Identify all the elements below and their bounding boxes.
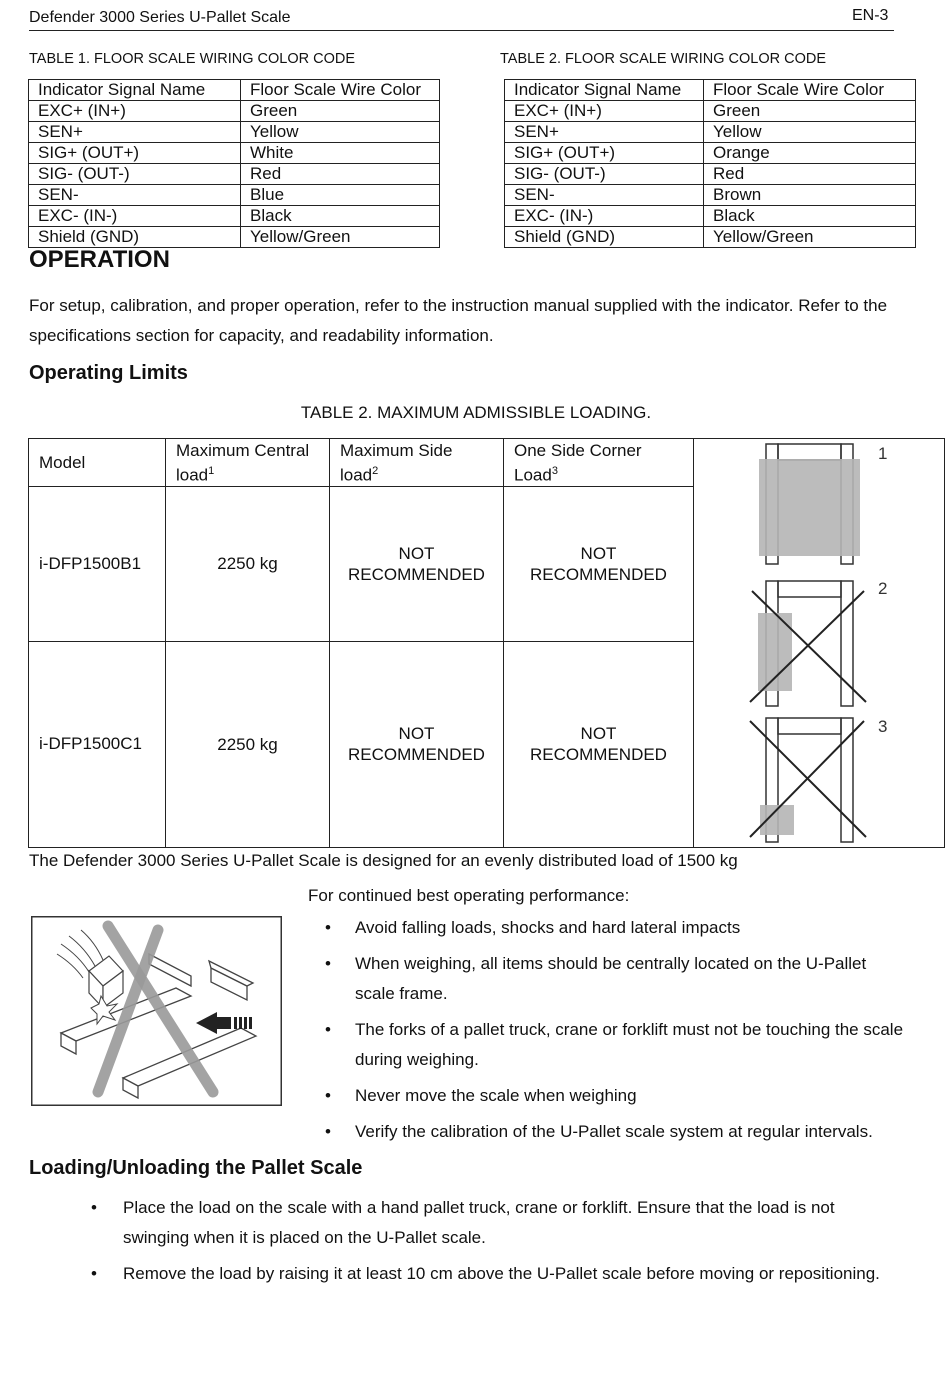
model-cell: i-DFP1500B1 <box>29 486 166 641</box>
table-row <box>505 122 916 143</box>
cell-text: NOT <box>398 724 435 744</box>
color-cell: Yellow/Green <box>241 227 440 248</box>
table-row <box>505 101 916 122</box>
list-item <box>308 913 948 943</box>
signal-cell: Shield (GND) <box>29 227 241 248</box>
corner-load-cell <box>504 641 694 847</box>
table-row <box>505 227 916 248</box>
footnote-mark: 3 <box>551 465 558 478</box>
header-text: Load <box>514 465 552 485</box>
distributed-load-note: The Defender 3000 Series U-Pallet Scale is designed for an evenly distributed load of 1500 kg <box>29 851 738 870</box>
cell-text: RECOMMENDED <box>348 745 485 765</box>
table-header-row <box>505 80 916 101</box>
bullet-mark: • <box>91 1198 97 1217</box>
footnote-mark: 2 <box>372 465 379 478</box>
column-header-central <box>166 439 330 487</box>
cell-text: RECOMMENDED <box>530 745 667 765</box>
table2-caption: TABLE 2. FLOOR SCALE WIRING COLOR CODE <box>500 51 827 67</box>
performance-intro: For continued best operating performance: <box>308 886 630 905</box>
signal-cell: Shield (GND) <box>505 227 704 248</box>
operation-intro-line-2: specifications section for capacity, and readability information. <box>29 326 494 345</box>
list-item <box>308 1015 948 1075</box>
list-item <box>308 949 948 1009</box>
bullet-text: Place the load on the scale with a hand pallet truck, crane or forklift. Ensure that the load is not <box>123 1198 835 1217</box>
signal-cell: SEN- <box>505 185 704 206</box>
bullet-mark: • <box>325 1086 331 1105</box>
diagram-side-load-crossed <box>750 579 887 706</box>
color-cell: Blue <box>241 185 440 206</box>
column-header-model: Model <box>29 439 166 487</box>
bullet-text: When weighing, all items should be centrally located on the U-Pallet <box>355 954 867 973</box>
list-item <box>28 1193 938 1253</box>
bullet-text: swinging when it is placed on the U-Pallet scale. <box>123 1228 486 1247</box>
bullet-mark: • <box>325 918 331 937</box>
side-load-cell <box>330 486 504 641</box>
diagram-label: 1 <box>878 444 888 463</box>
table-row <box>505 143 916 164</box>
bullet-mark: • <box>91 1264 97 1283</box>
model-cell: i-DFP1500C1 <box>29 641 166 847</box>
side-load-cell <box>330 641 504 847</box>
color-cell: Orange <box>704 143 916 164</box>
color-cell: Black <box>704 206 916 227</box>
performance-bullet-list <box>308 913 948 1147</box>
loading-table-caption: TABLE 2. MAXIMUM ADMISSIBLE LOADING. <box>300 403 652 422</box>
bullet-text: Avoid falling loads, shocks and hard lateral impacts <box>355 918 741 937</box>
color-cell: Red <box>704 164 916 185</box>
central-load-cell: 2250 kg <box>166 641 330 847</box>
table-row <box>29 101 440 122</box>
column-header: Indicator Signal Name <box>29 80 241 101</box>
color-cell: Yellow/Green <box>704 227 916 248</box>
bullet-text: Remove the load by raising it at least 10 cm above the U-Pallet scale before moving or repositioning. <box>123 1264 880 1283</box>
wiring-table-2 <box>504 79 916 248</box>
table-row <box>29 206 440 227</box>
table-row <box>29 227 440 248</box>
bullet-mark: • <box>325 1122 331 1141</box>
table-header-row <box>29 439 945 487</box>
list-item <box>308 1117 948 1147</box>
color-cell: Green <box>704 101 916 122</box>
table1-caption: TABLE 1. FLOOR SCALE WIRING COLOR CODE <box>29 51 356 67</box>
bullet-text: Never move the scale when weighing <box>355 1086 637 1105</box>
bullet-mark: • <box>325 954 331 973</box>
header-text: Maximum Side <box>340 441 453 461</box>
diagram-corner-load-crossed <box>750 717 887 842</box>
document-title: Defender 3000 Series U-Pallet Scale <box>29 9 291 26</box>
signal-cell: EXC+ (IN+) <box>29 101 241 122</box>
column-header: Indicator Signal Name <box>505 80 704 101</box>
color-cell: Brown <box>704 185 916 206</box>
header-text: load <box>176 465 209 485</box>
column-header-side <box>330 439 504 487</box>
header-text: One Side Corner <box>514 441 642 461</box>
cell-text: RECOMMENDED <box>530 564 667 584</box>
table-row <box>29 143 440 164</box>
load-position-diagram-cell <box>694 439 945 848</box>
cell-text: RECOMMENDED <box>348 564 485 584</box>
operation-intro-line-1: For setup, calibration, and proper operation, refer to the instruction manual supplied with the indicator. Refer to the <box>29 296 888 315</box>
table-header-row <box>29 80 440 101</box>
list-item <box>308 1081 948 1111</box>
operating-limits-heading: Operating Limits <box>29 362 188 384</box>
color-cell: White <box>241 143 440 164</box>
cell-text: NOT <box>580 724 617 744</box>
signal-cell: SIG+ (OUT+) <box>505 143 704 164</box>
header-text: Maximum Central <box>176 441 310 461</box>
diagram-label: 3 <box>878 717 888 736</box>
signal-cell: SIG- (OUT-) <box>29 164 241 185</box>
signal-cell: SEN+ <box>29 122 241 143</box>
diagram-label: 2 <box>878 579 888 598</box>
table-row <box>29 164 440 185</box>
operation-heading: OPERATION <box>29 246 170 273</box>
table-row <box>505 206 916 227</box>
column-header-corner <box>504 439 694 487</box>
table-row <box>505 185 916 206</box>
page-number: EN-3 <box>852 7 889 24</box>
signal-cell: SEN+ <box>505 122 704 143</box>
list-item <box>28 1259 938 1289</box>
signal-cell: EXC+ (IN+) <box>505 101 704 122</box>
central-load-cell: 2250 kg <box>166 486 330 641</box>
table-row <box>29 185 440 206</box>
diagram-centered-load <box>759 444 887 564</box>
cell-text: NOT <box>398 543 435 563</box>
header-text: load <box>340 465 373 485</box>
column-header: Floor Scale Wire Color <box>241 80 440 101</box>
bullet-mark: • <box>325 1020 331 1039</box>
corner-load-cell <box>504 486 694 641</box>
max-loading-table <box>28 438 945 848</box>
loading-heading: Loading/Unloading the Pallet Scale <box>29 1157 363 1179</box>
color-cell: Yellow <box>241 122 440 143</box>
load-position-diagram <box>694 439 944 847</box>
table-row <box>505 164 916 185</box>
signal-cell: SIG+ (OUT+) <box>29 143 241 164</box>
wiring-table-1 <box>28 79 440 248</box>
color-cell: Yellow <box>704 122 916 143</box>
signal-cell: EXC- (IN-) <box>29 206 241 227</box>
cell-text: NOT <box>580 543 617 563</box>
footnote-mark: 1 <box>208 465 215 478</box>
signal-cell: SEN- <box>29 185 241 206</box>
color-cell: Red <box>241 164 440 185</box>
bullet-text: during weighing. <box>355 1050 479 1069</box>
color-cell: Black <box>241 206 440 227</box>
header-rule <box>29 30 894 31</box>
table-row <box>29 122 440 143</box>
bullet-text: scale frame. <box>355 984 448 1003</box>
column-header: Floor Scale Wire Color <box>704 80 916 101</box>
signal-cell: SIG- (OUT-) <box>505 164 704 185</box>
signal-cell: EXC- (IN-) <box>505 206 704 227</box>
bullet-text: Verify the calibration of the U-Pallet scale system at regular intervals. <box>355 1122 873 1141</box>
loading-bullet-list <box>28 1193 938 1289</box>
color-cell: Green <box>241 101 440 122</box>
bullet-text: The forks of a pallet truck, crane or forklift must not be touching the scale <box>355 1020 904 1039</box>
impact-warning-illustration <box>31 916 282 1106</box>
